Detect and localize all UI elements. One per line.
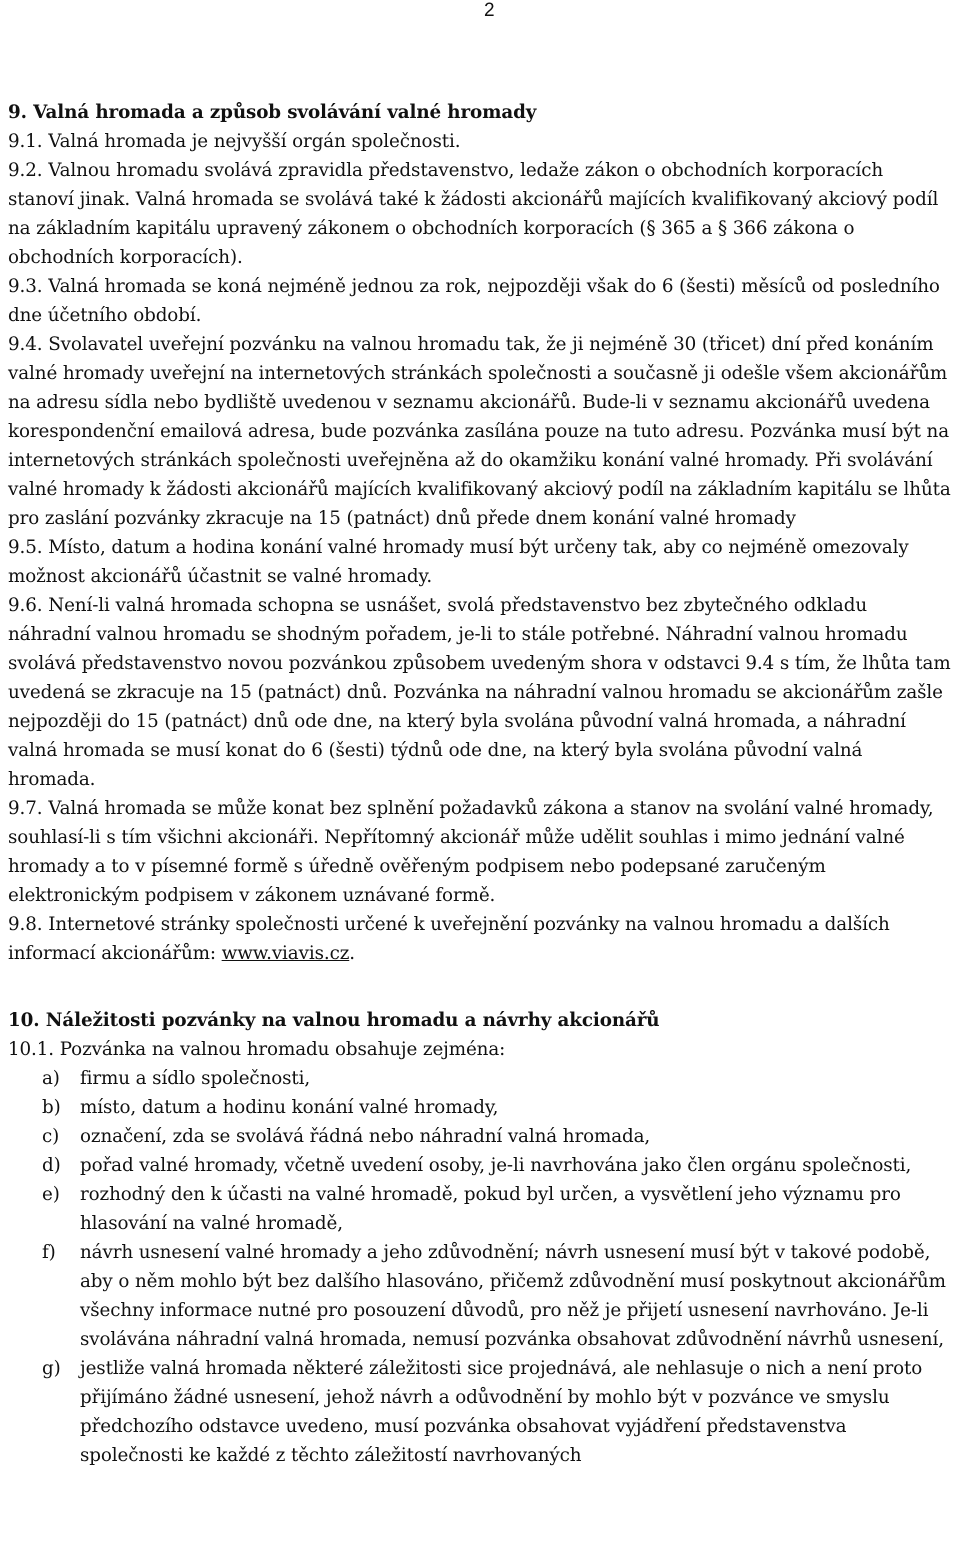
list-letter: a): [42, 1068, 60, 1089]
list-item: [8, 1354, 954, 1470]
paragraph-9-7: 9.7. Valná hromada se může konat bez splnění požadavků zákona a stanov na svolání valné hromady, souhlasí-li s tím všichni akcionáři. Nepřítomný akcionář může udělit souhlas i mimo jednání valné hromady a to v písemné formě s úředně ověřeným podpisem nebo podepsané zaručeným elektronickým podpisem v zákonem uznávané formě.: [8, 798, 934, 906]
list-item: [8, 1151, 954, 1180]
paragraph-10-1: 10.1. Pozvánka na valnou hromadu obsahuje zejména:: [8, 1039, 506, 1060]
paragraph-9-8: [8, 910, 954, 968]
list-text: pořad valné hromady, včetně uvedení osoby, je-li navrhována jako člen orgánu společnosti,: [80, 1155, 912, 1176]
invitation-contents-list: [8, 1064, 954, 1470]
paragraph-9-6: 9.6. Není-li valná hromada schopna se usnášet, svolá představenstvo bez zbytečného odkladu náhradní valnou hromadu se shodným pořadem, je-li to stále potřebné. Náhradní valnou hromadu svolává představenstvo novou pozvánkou způsobem uvedeným shora v odstavci 9.4 s tím, že lhůta tam uvedená se zkracuje na 15 (patnáct) dnů. Pozvánka na náhradní valnou hromadu se akcionářům zašle nejpozději do 15 (patnáct) dnů ode dne, na který byla svolána původní valná hromada, a náhradní valná hromada se musí konat do 6 (šesti) týdnů ode dne, na který byla svolána původní valná hromada.: [8, 595, 951, 790]
list-letter: g): [42, 1358, 61, 1379]
section-10-heading: 10. Náležitosti pozvánky na valnou hromadu a návrhy akcionářů: [8, 1010, 660, 1031]
section-9-heading: 9. Valná hromada a způsob svolávání valné hromady: [8, 102, 537, 123]
paragraph-9-4: 9.4. Svolavatel uveřejní pozvánku na valnou hromadu tak, že ji nejméně 30 (třicet) dní před konáním valné hromady uveřejní na internetových stránkách společnosti a současně ji odešle všem akcionářům na adresu sídla nebo bydliště uvedenou v seznamu akcionářů. Bude-li v seznamu akcionářů uvedena korespondenční emailová adresa, bude pozvánka zasílána pouze na tuto adresu. Pozvánka musí být na internetových stránkách společnosti uveřejněna až do okamžiku konání valné hromady. Při svolávání valné hromady k žádosti akcionářů majících kvalifikovaný akciový podíl na základním kapitálu se lhůta pro zaslání pozvánky zkracuje na 15 (patnáct) dnů přede dnem konání valné hromady: [8, 334, 951, 529]
list-text: firmu a sídlo společnosti,: [80, 1068, 311, 1089]
paragraph-9-8-text: 9.8. Internetové stránky společnosti určené k uveřejnění pozvánky na valnou hromadu a dalších informací akcionářům:: [8, 914, 890, 964]
list-letter: b): [42, 1097, 61, 1118]
list-item: [8, 1180, 954, 1238]
list-text: rozhodný den k účasti na valné hromadě, pokud byl určen, a vysvětlení jeho významu pro hlasování na valné hromadě,: [80, 1184, 901, 1234]
list-item: [8, 1093, 954, 1122]
list-text: návrh usnesení valné hromady a jeho zdůvodnění; návrh usnesení musí být v takové podobě, aby o něm mohlo být bez dalšího hlasováno, přičemž zdůvodnění musí poskytnout akcionářům všechny informace nutné pro posouzení důvodů, pro něž je přijetí usnesení navrhováno. Je-li svolávána náhradní valná hromada, nemusí pozvánka obsahovat zdůvodnění návrhů usnesení,: [80, 1242, 946, 1350]
list-text: místo, datum a hodinu konání valné hromady,: [80, 1097, 499, 1118]
document-body: [8, 98, 954, 1470]
list-item: [8, 1064, 954, 1093]
list-letter: d): [42, 1155, 61, 1176]
list-item: [8, 1238, 954, 1354]
paragraph-9-8-end: .: [349, 943, 355, 964]
paragraph-9-5: 9.5. Místo, datum a hodina konání valné hromady musí být určeny tak, aby co nejméně omezovaly možnost akcionářů účastnit se valné hromady.: [8, 537, 909, 587]
list-letter: c): [42, 1126, 60, 1147]
list-letter: e): [42, 1184, 60, 1205]
list-item: [8, 1122, 954, 1151]
list-text: jestliže valná hromada některé záležitosti sice projednává, ale nehlasuje o nich a není proto přijímáno žádné usnesení, jehož návrh a odůvodnění by mohlo být v pozvánce ve smyslu předchozího odstavce uvedeno, musí pozvánka obsahovat vyjádření představenstva společnosti ke každé z těchto záležitostí navrhovaných: [80, 1358, 923, 1466]
paragraph-9-2: 9.2. Valnou hromadu svolává zpravidla představenstvo, ledaže zákon o obchodních korporacích stanoví jinak. Valná hromada se svolává také k žádosti akcionářů majících kvalifikovaný akciový podíl na základním kapitálu upravený zákonem o obchodních korporacích (§ 365 a § 366 zákona o obchodních korporacích).: [8, 160, 939, 268]
section-gap: [8, 968, 954, 1006]
paragraph-9-3: 9.3. Valná hromada se koná nejméně jednou za rok, nejpozději však do 6 (šesti) měsíců od posledního dne účetního období.: [8, 276, 940, 326]
list-text: označení, zda se svolává řádná nebo náhradní valná hromada,: [80, 1126, 651, 1147]
website-link[interactable]: www.viavis.cz: [221, 943, 350, 964]
list-letter: f): [42, 1242, 56, 1263]
paragraph-9-1: 9.1. Valná hromada je nejvyšší orgán společnosti.: [8, 131, 461, 152]
page-number: 2: [484, 0, 495, 21]
